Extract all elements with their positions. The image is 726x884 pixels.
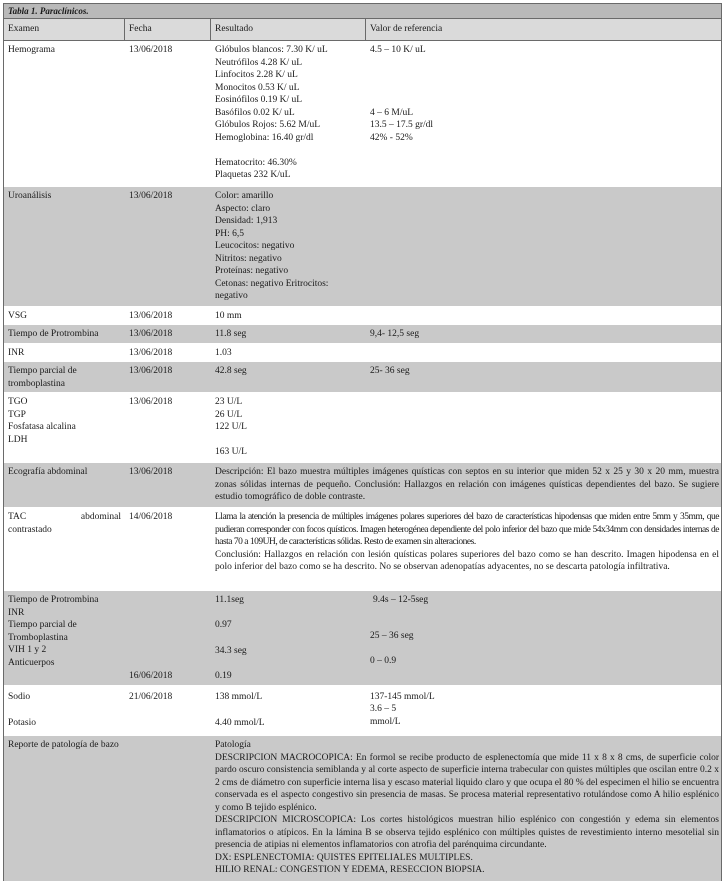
cell-resultado: Glóbulos blancos: 7.30 K/ uL Neutrófilos 4.28 K/ uL Linfocitos 2.28 K/ uL Monocitos 0.53 K/ uL Eosinófilos 0.19 K/ uL Basófilos 0.02 K/ uL Glóbulos Rojos: 5.62 M/uL Hemoglobina: 16.40 gr/dl Hematocrito: 46.30% Plaquetas 232 K/uL [215, 45, 328, 180]
table-row-ecografia [4, 463, 721, 508]
table-row-inr [4, 344, 721, 362]
tac-descripcion: Llama la atención la presencia de múltiples imágenes polares superiores del bazo de características hipodensas que miden entre 5mm y 35mm, que pudieran corresponder con focos quísticos. Imagen heterogénea dependiente del polo inferior del bazo que mide 54x34mm con densidades internas de hasta 70 a 109UH, de características sólidas. Resto de examen sin alteraciones. [215, 512, 719, 547]
cell-fecha: 13/06/2018 [129, 191, 173, 201]
patologia-macro: DESCRIPCION MACROCOPICA: En formol se recibe producto de esplenectomía que mide 11 x 8 x 8 cms, de superficie color pardo oscuro consistencia semiblanda y al corte aspecto de superficie interna trabecular con quistes múltiples que oscilan entre 0.2 x 2 cms de diámetro con superficie interna lisa y escaso material liquido claro y que ocupa el 80 % del especimen el hilio se encuentra conservada es el aspecto congestivo sin presencia de masas. Se procesa material representativo rotulándose como A hilio esplénico y como B tejido esplénico. [215, 752, 719, 813]
table-row-tromboplastina [4, 362, 721, 393]
examen-potasio: Potasio [8, 718, 36, 728]
cell-examen: Tiempo de Protrombina INR Tiempo parcial de Tromboplastina VIH 1 y 2 Anticuerpos [8, 595, 99, 668]
header-resultado: Resultado [211, 19, 366, 40]
cell-fecha: 13/06/2018 [129, 348, 173, 358]
cell-fecha: 13/06/2018 [129, 366, 173, 376]
patologia-dx: DX: ESPLENECTOMIA: QUISTES EPITELIALES MULTIPLES. [215, 852, 473, 863]
res-vih: 0.19 [215, 671, 232, 681]
examen-sodio: Sodio [8, 692, 31, 702]
cell-resultado: 42.8 seg [215, 366, 247, 376]
cell-referencia: 4.5 – 10 K/ uL 4 – 6 M/uL 13.5 – 17.5 gr/dl 42% - 52% [370, 45, 434, 143]
header-fecha: Fecha [125, 19, 211, 40]
cell-fecha: 21/06/2018 [129, 692, 173, 702]
cell-fecha: 13/06/2018 [129, 45, 173, 55]
cell-resultado: Color: amarillo Aspecto: claro Densidad: 1,913 PH: 6,5 Leucocitos: negativo Nitritos: negativo Proteínas: negativo Cetonas: negativo Eritrocitos: negativo [215, 191, 329, 301]
cell-resultado: Descripción: El bazo muestra múltiples imágenes quísticas con septos en su interior que miden 52 x 25 y 30 x 20 mm, muestra zonas sólidas internas de pequeño. Conclusión: Hallazgos en relación con imágenes quísticas dependientes del bazo. Se sugiere estudio tomográfico de doble contraste. [215, 467, 719, 502]
cell-examen: Tiempo parcial de tromboplastina [8, 366, 77, 389]
cell-fecha: 13/06/2018 [129, 397, 173, 407]
res-sodio: 138 mmol/L [215, 692, 263, 702]
cell-resultado: 1.03 [215, 348, 232, 358]
cell-resultado [211, 508, 723, 574]
cell-examen: TGO TGP Fosfatasa alcalina LDH [8, 397, 76, 445]
paraclinicos-table [3, 3, 722, 881]
cell-resultado: 11.8 seg [215, 329, 247, 339]
patologia-micro: DESCRIPCION MICROSCOPICA: Los cortes histológicos muestran hilio esplénico con congestión y edema sin elementos inflamatorios o atípicos. En la lámina B se observa tejido esplénico con múltiples quistes de revestimiento interno mesotelial sin presencia de atipias ni elementos inflamatorios con atrofia del parénquima circundante. [215, 815, 719, 850]
table-row-uroanalisis [4, 187, 721, 307]
cell-examen [4, 508, 125, 536]
table-row-protrombina [4, 325, 721, 344]
ref-sodio: 137-145 mmol/L [370, 692, 435, 702]
ref-potasio-unidad: mmol/L [370, 717, 401, 727]
cell-resultado: 23 U/L 26 U/L 122 U/L 163 U/L [215, 397, 247, 457]
cell-fecha: 16/06/2018 [129, 671, 173, 681]
cell-fecha: 13/06/2018 [129, 311, 173, 321]
tac-conclusion: Conclusión: Hallazgos en relación con lesión quísticas polares superiores del bazo como se han descrito. Imagen hipodensa en el polo inferior del bazo como se ha descrito. No se observan adenopatías adyacentes, no se descarta patología infiltrativa. [215, 549, 719, 572]
table-row-patologia [4, 736, 721, 881]
ref-potasio: 3.6 – 5 [370, 704, 397, 714]
cell-examen: Tiempo de Protrombina [8, 329, 99, 339]
cell-examen: Reporte de patología de bazo [8, 740, 119, 750]
cell-referencia: 9,4- 12,5 seg [370, 329, 420, 339]
patologia-hilio: HILIO RENAL: CONGESTION Y EDEMA, RESECCION BIOPSIA. [215, 865, 485, 875]
tac-label-2: abdominal [80, 512, 121, 522]
res-tromboplastina: 34.3 seg [215, 646, 247, 656]
table-title: Tabla 1. Paraclínicos. [4, 4, 721, 19]
tac-label-1: TAC [8, 512, 27, 522]
table-row-tac [4, 508, 721, 591]
cell-fecha: 13/06/2018 [129, 467, 173, 477]
header-examen: Examen [4, 19, 125, 40]
cell-examen: Uroanálisis [8, 191, 52, 201]
ref-vih: 0 – 0.9 [370, 656, 397, 666]
table-row-vsg [4, 307, 721, 325]
cell-examen: VSG [8, 311, 28, 321]
cell-resultado [211, 736, 723, 877]
patologia-titulo: Patología [215, 740, 251, 750]
table-row-hepatico [4, 393, 721, 463]
cell-resultado: 10 mm [215, 311, 242, 321]
cell-fecha: 13/06/2018 [129, 329, 173, 339]
table-row-electrolitos [4, 686, 721, 736]
res-potasio: 4.40 mmol/L [215, 718, 265, 728]
cell-referencia: 25- 36 seg [370, 366, 410, 376]
cell-examen: INR [8, 348, 25, 358]
ref-protrombina: 9.4s – 12-5seg [373, 595, 429, 605]
res-inr: 0.97 [215, 620, 232, 630]
tac-label-3: contrastado [8, 524, 52, 535]
cell-examen: Ecografía abdominal [8, 467, 88, 477]
table-row-coagulacion-2 [4, 591, 721, 686]
header-referencia: Valor de referencia [370, 24, 443, 34]
table-row-hemograma [4, 41, 721, 187]
cell-fecha: 14/06/2018 [129, 512, 173, 522]
table-header [4, 19, 721, 41]
cell-examen: Hemograma [8, 45, 55, 55]
ref-tromboplastina: 25 – 36 seg [370, 631, 414, 641]
res-protrombina: 11.1seg [215, 595, 244, 605]
